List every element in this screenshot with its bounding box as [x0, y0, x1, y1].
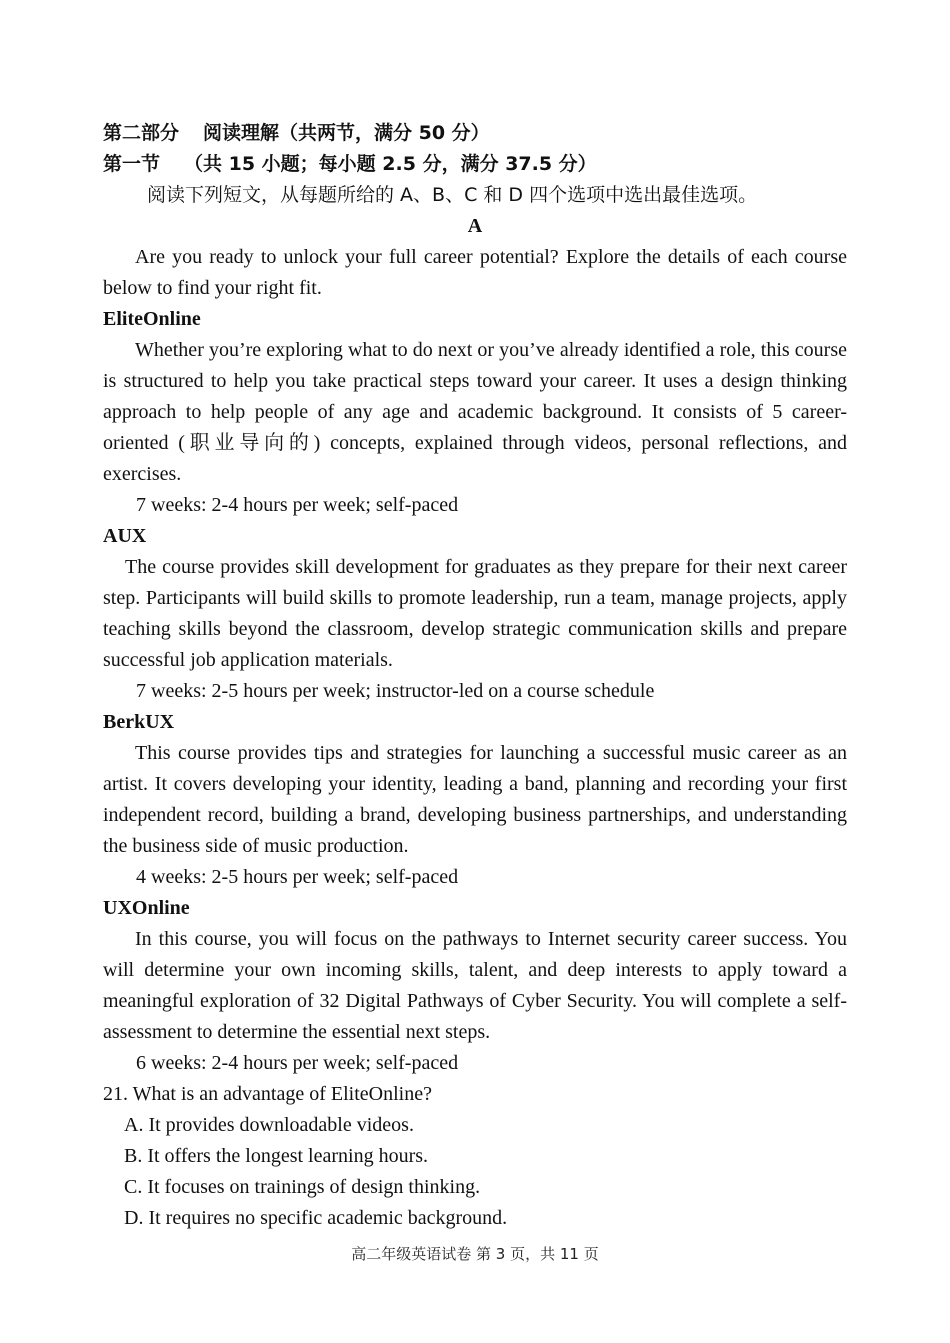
option-c: C. It focuses on trainings of design thinking.: [124, 1176, 481, 1198]
question-stem: 21. What is an advantage of EliteOnline?: [103, 1083, 432, 1105]
course-duration: 7 weeks: 2-4 hours per week; self-paced: [136, 494, 459, 516]
course-title-uxonline: UXOnline: [103, 897, 190, 919]
option-a: A. It provides downloadable videos.: [124, 1114, 414, 1136]
course-duration: 4 weeks: 2-5 hours per week; self-paced: [136, 866, 459, 888]
section-heading: [103, 149, 847, 180]
course-title-eliteonline: EliteOnline: [103, 308, 201, 330]
course-description: This course provides tips and strategies for launching a successful music career as an artist. It covers developing your identity, leading a band, planning and recording your first independent record, building a brand, developing business partnerships, and understanding the business side of music production.: [103, 742, 847, 857]
course-description: In this course, you will focus on the pathways to Internet security career success. You will determine your own incoming skills, talent, and deep interests to apply toward a meaningful exploration of 32 Digital Pathways of Cyber Security. You will complete a self-assessment to determine the essential next steps.: [103, 928, 847, 1043]
passage-label: A: [467, 215, 483, 237]
section-title: 第一节: [103, 153, 161, 175]
option-b: B. It offers the longest learning hours.: [124, 1145, 429, 1167]
course-title-berkux: BerkUX: [103, 711, 175, 733]
passage-intro: Are you ready to unlock your full career potential? Explore the details of each course below to find your right fit.: [103, 246, 847, 299]
course-title-aux: AUX: [103, 525, 147, 547]
exam-page: [103, 118, 847, 1234]
course-description: Whether you’re exploring what to do next or you’ve already identified a role, this course is structured to help you take practical steps toward your career. It uses a design thinking approach to help people of any age and academic background. It consists of 5 career-oriented (职业导向的) concepts, explained through videos, personal reflections, and exercises.: [103, 339, 847, 485]
instruction: 阅读下列短文，从每题所给的 A、B、C 和 D 四个选项中选出最佳选项。: [147, 184, 758, 206]
section-subtitle: （共 15 小题；每小题 2.5 分，满分 37.5 分）: [184, 153, 597, 175]
option-d: D. It requires no specific academic background.: [124, 1207, 508, 1229]
page-footer: 高二年级英语试卷 第 3 页，共 11 页: [351, 1245, 599, 1263]
part-heading: [103, 118, 847, 149]
course-description: The course provides skill development for graduates as they prepare for their next career step. Participants will build skills to promote leadership, run a team, manage projects, apply teaching skills beyond the classroom, develop strategic communication skills and prepare successful job application materials.: [103, 556, 847, 671]
part-subtitle: 阅读理解（共两节，满分 50 分）: [203, 122, 490, 144]
course-duration: 7 weeks: 2-5 hours per week; instructor-led on a course schedule: [136, 680, 655, 702]
part-title: 第二部分: [103, 122, 180, 144]
course-duration: 6 weeks: 2-4 hours per week; self-paced: [136, 1052, 459, 1074]
